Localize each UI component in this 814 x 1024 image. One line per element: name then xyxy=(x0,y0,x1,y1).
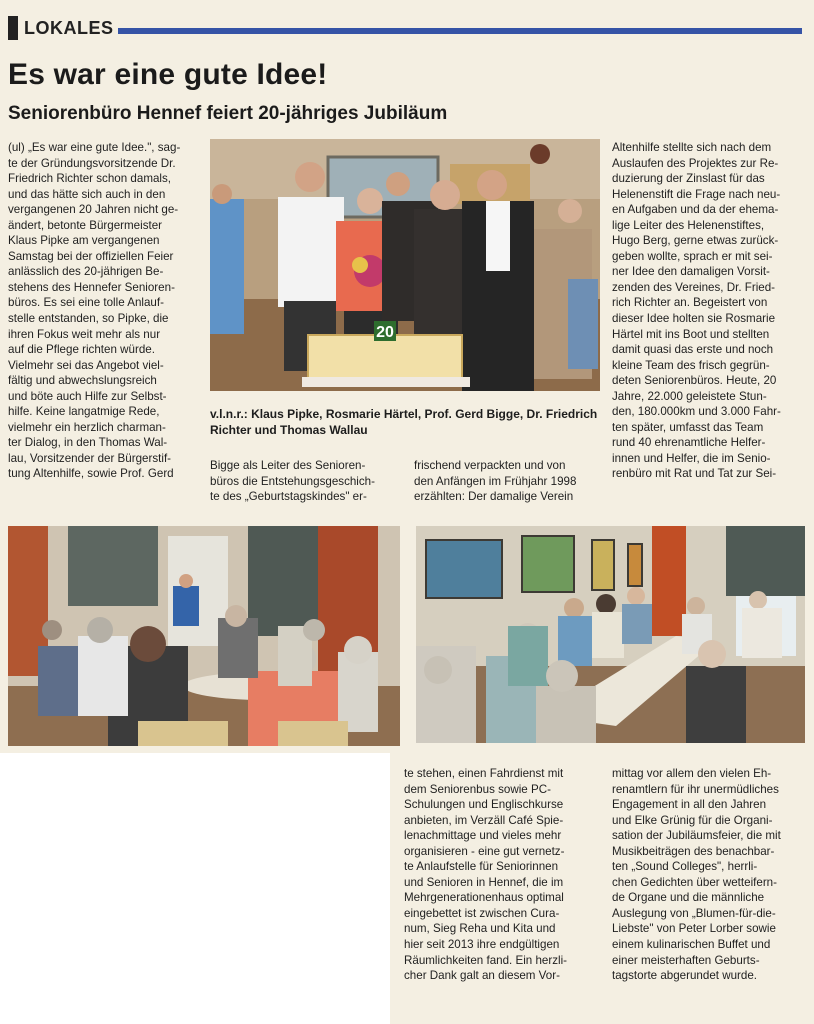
text-line: te Anlaufstelle für Seniorinnen xyxy=(404,860,559,874)
text-line: und böte auch Hilfe zur Selbst- xyxy=(8,389,167,403)
text-line: num, Sieg Reha und Kita und xyxy=(404,922,556,936)
text-line: rich Richter an. Begeistert von xyxy=(612,296,768,310)
text-line: (ul) „Es war eine gute Idee.", sag- xyxy=(8,141,181,154)
text-line: stehens des Hennefer Senioren- xyxy=(8,280,175,294)
article-column-6 xyxy=(612,766,804,984)
text-line: Auslaufen des Projektes zur Re- xyxy=(612,156,779,170)
text-line: Friedrich Richter schon damals, xyxy=(8,172,172,186)
text-line: innen und Helfer, die im Senio- xyxy=(612,451,771,465)
text-line: en Aufgaben und da der ehema- xyxy=(612,203,779,217)
text-line: vielmehr ein herzlich charman- xyxy=(8,420,166,434)
article-subheadline: Seniorenbüro Hennef feiert 20-jähriges Jubiläum xyxy=(8,103,448,124)
text-line: Hugo Berg, gerne etwas zurück- xyxy=(612,234,779,248)
article-column-1 xyxy=(8,140,202,482)
text-line: Musikbeiträgen des benachbar- xyxy=(612,844,775,858)
text-line: auf die Pflege richten würde. xyxy=(8,343,155,357)
article-column-5 xyxy=(404,766,596,984)
text-line: Samstag bei der offiziellen Feier xyxy=(8,249,174,263)
text-line: te stehen, einen Fahrdienst mit xyxy=(404,767,564,780)
text-line: tagstorte abgerundet wurde. xyxy=(612,969,758,983)
text-line: büros. Es sei eine tolle Anlauf- xyxy=(8,296,164,310)
text-line: einem kulinarischen Buffet und xyxy=(612,938,771,952)
long-table-photo xyxy=(416,526,805,743)
article-column-3 xyxy=(414,458,602,505)
text-line: Mehrgenerationenhaus optimal xyxy=(404,891,564,905)
text-line: vergangenen 20 Jahren nicht ge- xyxy=(8,203,179,217)
text-line: lige Leiter des Helenenstiftes, xyxy=(612,218,765,232)
text-line: anbieten, im Verzäll Café Spie- xyxy=(404,813,564,827)
text-line: kleine Team des frisch gegrün- xyxy=(612,358,770,372)
text-line: mittag vor allem den vielen Eh- xyxy=(612,767,772,780)
text-line: deten Seniorenbüros. Heute, 20 xyxy=(612,374,777,388)
text-line: Altenhilfe stellte sich nach dem xyxy=(612,141,772,154)
text-line: erzählten: Der damalige Verein xyxy=(414,490,574,504)
text-line: den, 180.000km und 3.000 Fahr- xyxy=(612,405,781,419)
text-line: cher Dank galt an diesem Vor- xyxy=(404,969,560,983)
article-column-4 xyxy=(612,140,804,482)
photo-caption xyxy=(210,406,600,438)
article-headline: Es war eine gute Idee! xyxy=(8,58,328,91)
text-line: Schulungen und Englischkurse xyxy=(404,798,564,812)
text-line: den Anfängen im Frühjahr 1998 xyxy=(414,474,577,488)
text-line: renbüro mit Rat und Tat zur Sei- xyxy=(612,467,777,481)
text-line: Vielmehr sei das Angebot viel- xyxy=(8,358,164,372)
text-line: anlässlich des 20-jährigen Be- xyxy=(8,265,164,279)
text-line: hier seit 2013 ihre endgültigen xyxy=(404,938,560,952)
group-photo-image xyxy=(210,139,600,391)
text-line: zenden des Vereines, Dr. Fried- xyxy=(612,280,776,294)
text-line: te des „Geburtstagskindes" er- xyxy=(210,490,367,504)
text-line: Engagement in all den Jahren xyxy=(612,798,767,812)
guests-at-tables-photo xyxy=(8,526,400,746)
text-line: und das hätte sich auch in den xyxy=(8,187,166,201)
text-line: ten „Sound Colleges", herrli- xyxy=(612,860,758,874)
text-line: büros die Entstehungsgeschich- xyxy=(210,474,375,488)
text-line: ihren Fokus weit mehr als nur xyxy=(8,327,161,341)
text-line: ner Idee den damaligen Vorsit- xyxy=(612,265,770,279)
text-line: renamtlern für ihr unermüdliches xyxy=(612,782,779,796)
text-line: Klaus Pipke am vergangenen xyxy=(8,234,160,248)
text-line: eingebettet ist zwischen Cura- xyxy=(404,906,560,920)
text-line: tung Altenhilfe, sowie Prof. Gerd xyxy=(8,467,174,481)
text-line: sation der Jubiläumsfeier, die mit xyxy=(612,829,781,843)
text-line: stelle entstanden, so Pipke, die xyxy=(8,312,169,326)
text-line: dem Seniorenbus sowie PC- xyxy=(404,782,551,796)
text-line: geben wollte, sprach er mit sei- xyxy=(612,249,773,263)
text-line: Bigge als Leiter des Senioren- xyxy=(210,459,366,472)
text-line: Liebste" von Peter Lorber sowie xyxy=(612,922,776,936)
text-line: Helenenstift die Frage nach neu- xyxy=(612,187,781,201)
caption-line-2: Richter und Thomas Wallau xyxy=(210,423,368,437)
text-line: ändert, betonte Bürgermeister xyxy=(8,218,163,232)
text-line: chen Gedichten über wetteifern- xyxy=(612,875,777,889)
article-column-2 xyxy=(210,458,398,505)
long-table-photo-image xyxy=(416,526,805,743)
text-line: rund 40 ehrenamtliche Helfer- xyxy=(612,436,766,450)
text-line: organisieren - eine gut vernetz- xyxy=(404,844,565,858)
text-line: ten später, umfasst das Team xyxy=(612,420,764,434)
guests-photo-image xyxy=(8,526,400,746)
cake-number: 20 xyxy=(376,324,394,341)
text-line: Jahre, 22.000 geleistete Stun- xyxy=(612,389,767,403)
text-line: damit quasi das erste und noch xyxy=(612,343,774,357)
section-marker xyxy=(8,16,18,40)
text-line: hilfe. Keine langatmige Rede, xyxy=(8,405,160,419)
text-line: fältig und abwechslungsreich xyxy=(8,374,157,388)
text-line: lenachmittage und vieles mehr xyxy=(404,829,562,843)
text-line: und Senioren in Hennef, die im xyxy=(404,875,564,889)
text-line: dieser Idee holten sie Rosmarie xyxy=(612,312,776,326)
caption-line-1: v.l.n.r.: Klaus Pipke, Rosmarie Härtel, Prof. Gerd Bigge, Dr. Friedrich xyxy=(210,407,598,421)
text-line: einer meisterhaften Geburts- xyxy=(612,953,760,967)
text-line: Räumlichkeiten fand. Ein herzli- xyxy=(404,953,568,967)
text-line: und Elke Grünig für die Organi- xyxy=(612,813,773,827)
text-line: ter Dialog, in den Thomas Wal- xyxy=(8,436,168,450)
text-line: de Organe und die männliche xyxy=(612,891,765,905)
text-line: Auslegung von „Blumen-für-die- xyxy=(612,906,776,920)
section-label: LOKALES xyxy=(24,18,114,38)
text-line: duzierung der Zinslast für das xyxy=(612,172,765,186)
section-rule xyxy=(118,28,802,34)
text-line: lau, Vorsitzender der Bürgerstif- xyxy=(8,451,172,465)
group-photo-with-cake xyxy=(210,139,600,391)
text-line: te der Gründungsvorsitzende Dr. xyxy=(8,156,176,170)
text-line: frischend verpackten und von xyxy=(414,459,566,472)
text-line: Härtel mit ins Boot und stellten xyxy=(612,327,770,341)
